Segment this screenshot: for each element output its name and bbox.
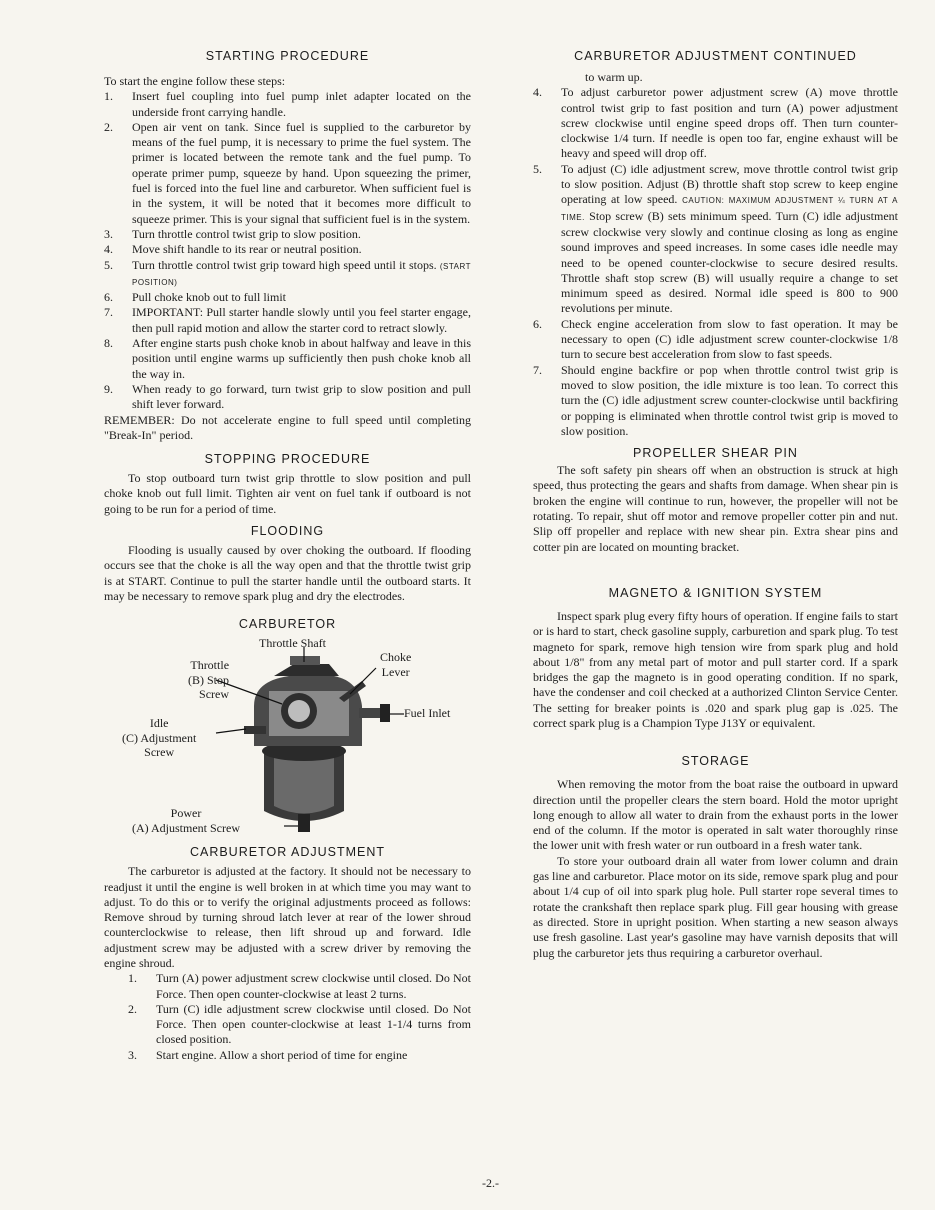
starting-title: STARTING PROCEDURE <box>205 49 370 63</box>
list-item: 8. After engine starts push choke knob in about halfway and leave in this position until engine warms up sufficiently then push choke knob all the way in. <box>104 336 471 381</box>
propeller-text: The soft safety pin shears off when an obstruction is struck at high speed, thus protecting the gears and shafts from damage. When shear pin is broken the engine will continue to run, however, the propeller will not be rotating. To repair, shut off motor and remove propeller cotter pin and nut. Slip off propeller and replace with new shear pin. Extra shear pins and cotter pin are located on mounting bracket. <box>533 463 898 554</box>
list-item: 7. IMPORTANT: Pull starter handle slowly until you feel starter engage, then pull rapid motion and allow the starter cord to retract slowly. <box>104 305 471 335</box>
list-item: 2. Open air vent on tank. Since fuel is supplied to the carburetor by means of the fuel pump, it is necessary to prime the fuel system. The primer is located between the remote tank and the fuel pump. To operate primer pump, squeeze by hand. Upon squeezing the primer, fuel is forced into the fuel line and carburetor. When sufficient fuel is in the system, it will be noted that it becomes more difficult to squeeze primer. This is your signal that sufficient fuel is in the system. <box>104 119 471 226</box>
carburetor-title: CARBURETOR <box>238 617 337 632</box>
label-power-adjust: Power (A) Adjustment Screw <box>132 806 240 835</box>
carb-adjustment-intro: The carburetor is adjusted at the factory. It should not be necessary to readjust it until the engine is well broken in at which time you may want to adjust. To do this or to verify the original adjustments proceed as follows: Remove shroud by turning shroud latch lever at rear of the lower shroud counterclockwise to release, then lift shroud up and forward. Idle adjustment screw may be adjusted with a screw driver by removing the engine shroud. <box>104 864 471 970</box>
label-throttle-stop: Throttle (B) Stop Screw <box>188 658 230 702</box>
carb-adjustment-steps <box>104 971 471 1063</box>
page-number: -2.- <box>482 1176 499 1190</box>
right-column <box>533 46 898 961</box>
storage-text-1: When removing the motor from the boat raise the outboard in upward direction until the propeller clears the stern board. Hold the motor upright long enough to allow all water to drain from the exhaust ports in the lower end of the column. If the motor is operated in salt water thoroughly rinse the lower unit with fresh water or run outboard in a fresh water tank. <box>533 777 898 853</box>
remember-note: REMEMBER: Do not accelerate engine to full speed until completing "Break-In" period. <box>104 412 471 442</box>
list-item: 3. Turn throttle control twist grip to slow position. <box>104 226 361 241</box>
carb-cont-lead: to warm up. <box>585 70 643 84</box>
list-item: 6. Check engine acceleration from slow to fast operation. It may be necessary to open (C) idle adjustment screw counter-clockwise 1/8 turn to secure best acceleration from slow to fast speeds. <box>533 316 898 362</box>
list-item: 5. Turn throttle control twist grip toward high speed until it stops. (START POSITION) <box>104 257 472 287</box>
label-throttle-shaft: Throttle Shaft <box>259 636 326 651</box>
magneto-title: MAGNETO & IGNITION SYSTEM <box>608 585 823 600</box>
carburetor-diagram <box>104 636 471 836</box>
carb-adjustment-title: CARBURETOR ADJUSTMENT <box>189 845 386 860</box>
list-item: 2. Turn (C) idle adjustment screw clockwise until closed. Do Not Force. Then open counter-clockwise at least 1-1/4 turns from closed position. <box>128 1001 471 1047</box>
carb-adjustment-cont-title: CARBURETOR ADJUSTMENT CONTINUED <box>574 49 857 63</box>
storage-title: STORAGE <box>681 754 750 769</box>
label-idle-adjust: Idle (C) Adjustment Screw <box>122 716 197 760</box>
label-fuel-inlet: Fuel Inlet <box>404 706 451 721</box>
carb-cont-steps <box>533 85 898 439</box>
list-item: 3. Start engine. Allow a short period of time for engine <box>128 1047 408 1062</box>
label-choke-lever: Choke Lever <box>380 650 412 679</box>
list-item: 1. Turn (A) power adjustment screw clockwise until closed. Do Not Force. Then open counter-clockwise at least 2 turns. <box>128 971 471 1001</box>
list-item: 1. Insert fuel coupling into fuel pump inlet adapter located on the underside front carrying handle. <box>104 89 471 119</box>
list-item: 9. When ready to go forward, turn twist grip to slow position and pull shift lever forward. <box>104 381 471 412</box>
flooding-title: FLOODING <box>250 524 325 539</box>
starting-steps <box>104 89 471 412</box>
stopping-text: To stop outboard turn twist grip throttle to slow position and pull choke knob out full limit. Tighten air vent on fuel tank if outboard is not going to be run for a period of time. <box>104 471 471 516</box>
list-item: 5. To adjust (C) idle adjustment screw, move throttle control twist grip to slow position. Adjust (B) throttle shaft stop screw to keep engine operating at low speed. CAUTION: MAXIMUM ADJUSTMENT ¼ TURN AT A TIME. Stop screw (B) sets minimum speed. Turn (C) idle adjustment screw clockwise very slowly and continue closing as long as engine sound improves and speed increases. In some cases idle needle may need to be opened counter-clockwise to secure desired results. Throttle shaft stop screw (B) will usually require a change to set minimum speed as desired. Normal idle speed is 800 to 900 revolutions per minute. <box>533 161 899 316</box>
flooding-text: Flooding is usually caused by over choking the outboard. If flooding occurs see that the choke is all the way open and that the throttle twist grip is at START. Continue to pull the starter handle until the outboard starts. It may be necessary to remove spark plug and dry the electrodes. <box>104 543 471 603</box>
propeller-title: PROPELLER SHEAR PIN <box>633 446 798 461</box>
list-item: 7. Should engine backfire or pop when throttle control twist grip is moved to slow position, the idle mixture is too lean. To correct this turn the (C) idle adjustment screw counter-clockwise until backfiring or popping is eliminated when throttle control twist grip is moved to slow position. <box>533 362 898 438</box>
list-item: 4. Move shift handle to its rear or neutral position. <box>104 242 362 257</box>
left-column <box>104 46 471 1063</box>
stopping-title: STOPPING PROCEDURE <box>204 452 371 467</box>
magneto-text: Inspect spark plug every fifty hours of operation. If engine fails to start or is hard to start, check gasoline supply, carburetion and spark plug. To test magneto for spark, remove high tension wire from spark plug and hold about 1/8" from any metal part of motor and pull starter cord. If a spark bridges the gap the magneto is in good operating condition. If no spark, have the condenser and coil checked at a authorized Clinton Service Center. The setting for breaker points is .020 and spark plug gap is .025. The correct spark plug is a Champion Type J13Y or equivalent. <box>533 608 898 730</box>
list-item: 4. To adjust carburetor power adjustment screw (A) move throttle control twist grip to fast position and turn (A) power adjustment screw clockwise until engine speed drops off. Then turn counter-clockwise 1/4 turn. If needle is open too far, engine exhaust will be heavy and speed will drop off. <box>533 85 898 161</box>
storage-text-2: To store your outboard drain all water from lower column and drain gas line and carburetor. Place motor on its side, remove spark plug and pour about 1/4 cup of oil into spark plug hole. Pull starter rope several times to rotate the crankshaft then replace spark plug. Fill gear housing with grease as directed. Store in upright position. When starting a new season always use fresh gasoline. Last year's gasoline may have varnish deposits that will plug the carburetor jets thus requiring a carburetor overhaul. <box>533 853 898 960</box>
list-item: 6. Pull choke knob out to full limit <box>104 290 286 305</box>
starting-intro: To start the engine follow these steps: <box>104 74 286 88</box>
